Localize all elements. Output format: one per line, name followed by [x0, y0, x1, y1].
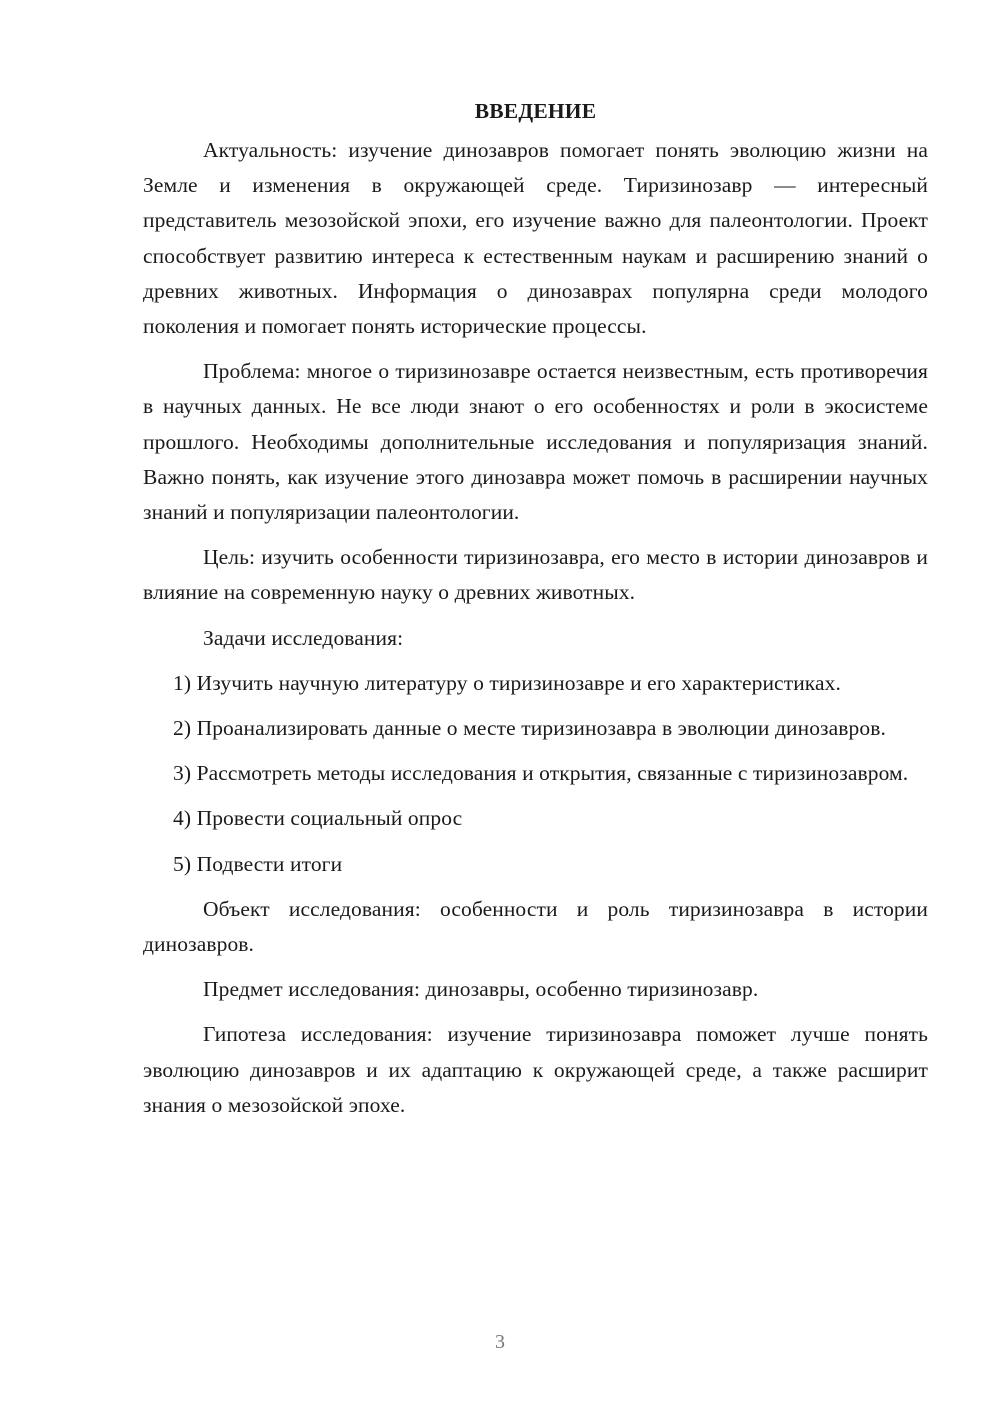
paragraph-hypothesis: Гипотеза исследования: изучение тиризинозавра поможет лучше понять эволюцию динозавров и их адаптацию к окружающей среде, а также расширит знания о мезозойской эпохе. — [143, 1022, 928, 1117]
document-page — [143, 96, 928, 1133]
section-title: ВВЕДЕНИЕ — [474, 99, 597, 123]
paragraph-problem: Проблема: многое о тиризинозавре остается неизвестным, есть противоречия в научных данных. Не все люди знают о его особенностях и роли в экосистеме прошлого. Необходимы дополнительные исследования и популяризация знаний. Важно понять, как изучение этого динозавра может помочь в расширении научных знаний и популяризации палеонтологии. — [143, 359, 928, 525]
paragraph-relevance: Актуальность: изучение динозавров помогает понять эволюцию жизни на Земле и изменения в окружающей среде. Тиризинозавр — интересный представитель мезозойской эпохи, его изучение важно для палеонтологии. Проект способствует развитию интереса к естественным наукам и расширению знаний о древних животных. Информация о динозаврах популярна среди молодого поколения и помогает понять исторические процессы. — [143, 138, 928, 339]
paragraph-object: Объект исследования: особенности и роль тиризинозавра в истории динозавров. — [143, 896, 928, 957]
task-item-3: 3) Рассмотреть методы исследования и открытия, связанные с тиризинозавром. — [173, 761, 909, 786]
task-item-1: 1) Изучить научную литературу о тиризинозавре и его характеристиках. — [173, 670, 841, 695]
paragraph-tasks-heading: Задачи исследования: — [203, 625, 404, 650]
task-item-4: 4) Провести социальный опрос — [173, 806, 463, 831]
page-number: 3 — [495, 1331, 505, 1353]
task-item-2: 2) Проанализировать данные о месте тиризинозавра в эволюции динозавров. — [173, 716, 886, 741]
paragraph-subject: Предмет исследования: динозавры, особенно тиризинозавр. — [203, 977, 759, 1002]
paragraph-goal: Цель: изучить особенности тиризинозавра, его место в истории динозавров и влияние на современную науку о древних животных. — [143, 545, 928, 605]
task-item-5: 5) Подвести итоги — [173, 851, 343, 876]
